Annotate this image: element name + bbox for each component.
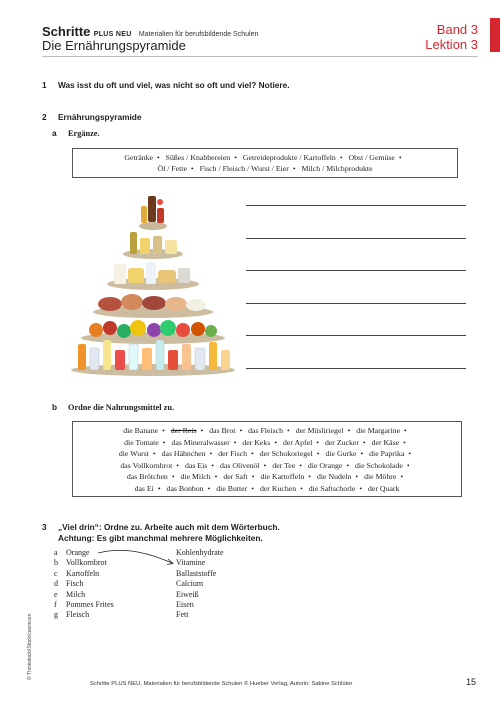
item-word: Kartoffeln [66,568,100,578]
food-word: die Möhre [364,472,397,481]
word-box-foods [72,421,462,497]
task-3 [42,522,280,532]
task-2a-letter: a [52,128,57,138]
task-2-title: Ernährungspyramide [58,112,142,122]
answer-line-6[interactable] [246,368,466,369]
word-box-line-1: Getränke • Süßes / Knabbereien • Getreideprodukte / Kartoffeln • Obst / Gemüse • [124,153,402,162]
food-word: die Milch [180,472,211,481]
food-word: der Saft [223,472,248,481]
item-word: Milch [66,589,86,599]
task-2 [42,112,141,122]
food-word: die Paprika [369,449,405,458]
food-row: das Ei • das Bonbon • die Butter • der Kuchen • die Saftschorle • der Quark [134,483,400,493]
task-1-text: Was isst du oft und viel, was nicht so oft und viel? Notiere. [58,80,290,90]
brand [42,24,258,39]
food-word-example: der Reis [170,426,197,435]
item-letter: f [54,599,57,609]
image-credit: © Thinkstock/iStock/cosmicen [27,613,33,680]
band-label: Band 3 [436,22,478,37]
food-word: der Apfel [283,437,313,447]
food-word: der Fisch [218,449,248,458]
match-left-item [54,600,114,610]
food-word: die Margarine [356,426,401,435]
task-3-number: 3 [42,522,47,532]
food-word: das Olivenöl [219,460,260,470]
item-word: Fleisch [66,610,90,620]
task-2a-text: Ergänze. [68,129,100,138]
answer-line-4[interactable] [246,303,466,304]
word: Getreideprodukte / Kartoffeln [242,153,336,162]
pyramid-tier-dairy [107,262,199,290]
task-3-note: Achtung: Es gibt manchmal mehrere Möglichkeiten. [58,533,263,543]
food-word: die Saftschorle [308,483,356,493]
word: Getränke [124,153,153,162]
food-word: die Wurst [118,449,149,458]
word: Milch / Milchprodukte [301,164,373,173]
task-3-right-column [176,548,224,621]
accent-bar [490,18,500,52]
brand-plus: PLUS NEU [93,31,132,38]
food-row: die Wurst • das Hähnchen • der Fisch • der Schokoriegel • die Gurke • die Paprika • [118,449,412,458]
food-word: das Mineralwasser [171,437,230,447]
example-arrow [96,548,176,572]
word-box-line-2: Öl / Fette • Fisch / Fleisch / Wurst / Eier • Milch / Milchprodukte [157,164,373,173]
item-letter: c [54,568,58,578]
word: Öl / Fette [157,164,187,173]
item-letter: b [54,558,58,568]
match-right-item: Kohlenhydrate [176,548,224,557]
food-word: das Fleisch [248,426,283,435]
item-letter: d [54,579,58,589]
word: Süßes / Knabbereien [165,153,231,162]
food-word: der Tee [272,460,296,470]
food-word: der Schokoriegel [259,449,313,458]
answer-line-2[interactable] [246,238,466,239]
task-2b [52,402,174,412]
food-word: die Orange [307,460,343,470]
food-pyramid-image [68,188,238,378]
match-right-item: Eisen [176,599,194,609]
page-title: Die Ernährungspyramide [42,38,186,53]
header-divider [42,56,478,57]
food-word: der Zucker [324,437,359,447]
match-left-item [54,590,114,600]
pyramid-tier-meat [93,294,213,318]
pyramid-tier-oils [123,232,183,259]
pyramid-tier-sweets [139,196,167,230]
pyramid-tier-vegetables [81,320,225,344]
item-letter: g [54,610,58,620]
food-word: das Hähnchen [161,449,206,458]
food-word: der Kuchen [259,483,297,493]
brand-subtitle: Materialien für berufsbildende Schulen [138,31,259,38]
food-word: der Käse [371,437,400,447]
band-lektion [425,22,478,52]
brand-name: Schritte [42,24,91,39]
food-row: das Brötchen • die Milch • der Saft • die Kartoffeln • die Nudeln • die Möhre • [126,472,404,481]
food-word: die Kartoffeln [260,472,305,481]
food-word: das Eis [184,460,208,470]
match-right-item: Vitamine [176,558,206,568]
food-word: das Brot [209,426,236,435]
food-row: die Tomate • das Mineralwasser • der Keks • der Apfel • der Zucker • der Käse • [124,437,406,447]
word: Obst / Gemüse [348,153,395,162]
answer-line-5[interactable] [246,335,466,336]
food-word: der Müsliriegel [295,426,344,435]
answer-line-3[interactable] [246,270,466,271]
food-word: die Nudeln [316,472,352,481]
match-right-item: Eiweiß [176,589,199,599]
match-right-item: Ballaststoffe [176,568,217,578]
food-word: der Quark [368,483,400,493]
food-word: die Butter [216,483,248,493]
task-2a [52,128,100,138]
match-right-item: Fett [176,610,189,620]
match-left-item [54,610,114,620]
task-2-number: 2 [42,112,47,122]
match-right-item: Calcium [176,579,204,589]
task-1-number: 1 [42,80,47,90]
lektion-label: Lektion 3 [425,37,478,52]
item-word: Pommes Frites [66,599,114,609]
food-row: das Vollkornbrot • das Eis • das Olivenöl • der Tee • die Orange • die Schokolade • [120,460,410,470]
task-1 [42,80,290,90]
food-word: die Banane [123,426,159,435]
food-word: das Bonbon [166,483,204,493]
task-3-line-1: „Viel drin“: Ordne zu. Arbeite auch mit dem Wörterbuch. [58,522,280,532]
footer-copyright: Schritte PLUS NEU, Materialien für berufsbildende Schulen © Hueber Verlag, Autorin: Sabine Schlüter [90,681,353,687]
food-word: das Vollkornbrot [120,460,173,470]
food-word: der Keks [242,437,271,447]
food-word: die Tomate [124,437,159,447]
match-left-item [54,579,114,589]
task-2b-text: Ordne die Nahrungsmittel zu. [68,403,175,412]
item-word: Vollkornbrot [66,558,107,568]
item-letter: e [54,589,58,599]
food-word: die Gurke [325,449,357,458]
word-box-categories [72,148,458,178]
pyramid-tier-drinks [71,340,235,376]
task-2b-letter: b [52,402,58,412]
food-word: das Brötchen [126,472,168,481]
food-row: die Banane • der Reis • das Brot • das Fleisch • der Müsliriegel • die Margarine • [123,426,407,435]
food-word: das Ei [134,483,154,493]
word: Fisch / Fleisch / Wurst / Eier [199,164,289,173]
item-letter: a [54,548,58,557]
answer-line-1[interactable] [246,205,466,206]
page-number: 15 [465,677,476,687]
item-word: Fisch [66,579,84,589]
item-word: Orange [66,548,90,557]
food-word: die Schokolade [355,460,403,470]
